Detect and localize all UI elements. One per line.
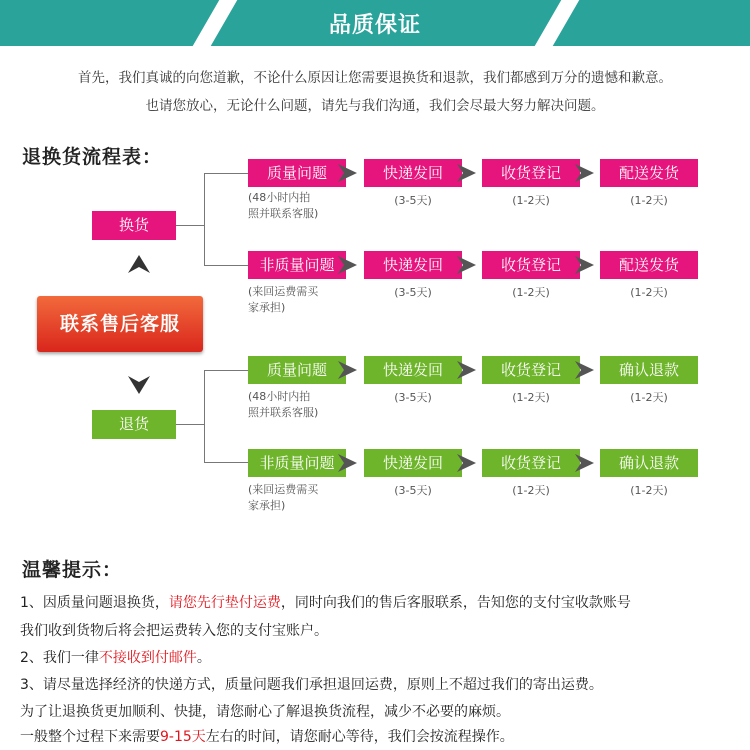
arrow-right-icon [573,452,595,474]
row4-step4: 确认退款 [600,449,698,477]
arrow-right-icon [455,254,477,276]
arrow-right-icon [455,359,477,381]
connector-return-vertical [204,370,205,463]
tip-2-highlight: 不接收到付邮件 [98,650,197,666]
tip-2-suffix: 。 [196,650,211,666]
banner-title: 品质保证 [328,13,421,38]
row1-step4: 配送发货 [600,159,698,187]
row4-duration2: (1-2天) [512,484,550,497]
arrow-right-icon [455,162,477,184]
row2-step4: 配送发货 [600,251,698,279]
row3-step3: 收货登记 [482,356,580,384]
arrow-right-icon [336,254,358,276]
arrow-right-icon [336,452,358,474]
row3-step2: 快递发回 [364,356,462,384]
exchange-label: 换货 [92,211,176,240]
arrow-right-icon [573,254,595,276]
row1-duration1: (3-5天) [394,194,432,207]
row1-duration2: (1-2天) [512,194,550,207]
intro-line-2: 也请您放心，无论什么问题，请先与我们沟通，我们会尽最大努力解决问题。 [145,98,605,114]
row1-step3: 收货登记 [482,159,580,187]
tip-2-prefix: 2、我们一律 [20,650,99,666]
arrow-right-icon [573,359,595,381]
tip-3: 3、请尽量选择经济的快递方式，质量问题我们承担退回运费，原则上不超过我们的寄出运费。 [20,677,603,693]
intro-line-1: 首先，我们真诚的向您道歉，不论什么原因让您需要退换货和退款，我们都感到万分的遗憾和歉意。 [78,70,672,86]
return-label: 退货 [92,410,176,439]
connector-exchange-stem [174,225,204,226]
arrow-right-icon [455,452,477,474]
row3-duration3: (1-2天) [630,391,668,404]
row1-duration3: (1-2天) [630,194,668,207]
tip-5-suffix: 左右的时间，请您耐心等待，我们会按流程操作。 [205,729,514,745]
contact-customer-service-button[interactable]: 联系售后客服 [37,296,203,352]
connector-return-stem [174,424,204,425]
row4-step2: 快递发回 [364,449,462,477]
row3-step1: 质量问题 [248,356,346,384]
row2-note-line2: 家承担) [248,301,286,314]
row4-step3: 收货登记 [482,449,580,477]
tip-1-suffix: ，同时向我们的售后客服联系，告知您的支付宝收款账号 [280,595,631,611]
row3-note-line2: 照并联系客服) [248,406,319,419]
flow-title: 退换货流程表： [22,146,163,168]
arrow-right-icon [336,359,358,381]
row1-note-line2: 照并联系客服) [248,207,319,220]
tip-5-prefix: 一般整个过程下来需要 [20,729,160,745]
row3-step4: 确认退款 [600,356,698,384]
tip-2 [20,647,211,667]
chevron-down-icon [126,374,152,396]
connector-exchange-vertical [204,173,205,266]
row4-note-line2: 家承担) [248,499,286,512]
header-banner [0,0,750,46]
row2-duration1: (3-5天) [394,286,432,299]
tip-1-line-1 [20,592,631,612]
connector-exchange-bottom [204,265,248,266]
row3-note-line1: (48小时内拍 [248,390,311,403]
row4-duration3: (1-2天) [630,484,668,497]
row2-duration2: (1-2天) [512,286,550,299]
chevron-up-icon [126,253,152,275]
tip-5-highlight: 9-15天 [160,729,206,745]
row2-step3: 收货登记 [482,251,580,279]
connector-exchange-top [204,173,248,174]
tip-1-prefix: 1、因质量问题退换货， [20,595,169,611]
row4-step1: 非质量问题 [248,449,346,477]
tip-5 [20,726,514,746]
tip-1-line-2: 我们收到货物后将会把运费转入您的支付宝账户。 [20,623,328,639]
row2-step1: 非质量问题 [248,251,346,279]
row4-duration1: (3-5天) [394,484,432,497]
arrow-right-icon [573,162,595,184]
tip-1-highlight: 请您先行垫付运费 [168,595,281,611]
row2-note-line1: (来回运费需买 [248,285,319,298]
connector-return-bottom [204,462,248,463]
connector-return-top [204,370,248,371]
tips-title: 温馨提示： [22,559,123,581]
row4-note-line1: (来回运费需买 [248,483,319,496]
row2-step2: 快递发回 [364,251,462,279]
row3-duration1: (3-5天) [394,391,432,404]
row1-note-line1: (48小时内拍 [248,191,311,204]
row1-step1: 质量问题 [248,159,346,187]
tip-4: 为了让退换货更加顺利、快捷，请您耐心了解退换货流程，减少不必要的麻烦。 [20,704,510,720]
row1-step2: 快递发回 [364,159,462,187]
row2-duration3: (1-2天) [630,286,668,299]
row3-duration2: (1-2天) [512,391,550,404]
arrow-right-icon [336,162,358,184]
